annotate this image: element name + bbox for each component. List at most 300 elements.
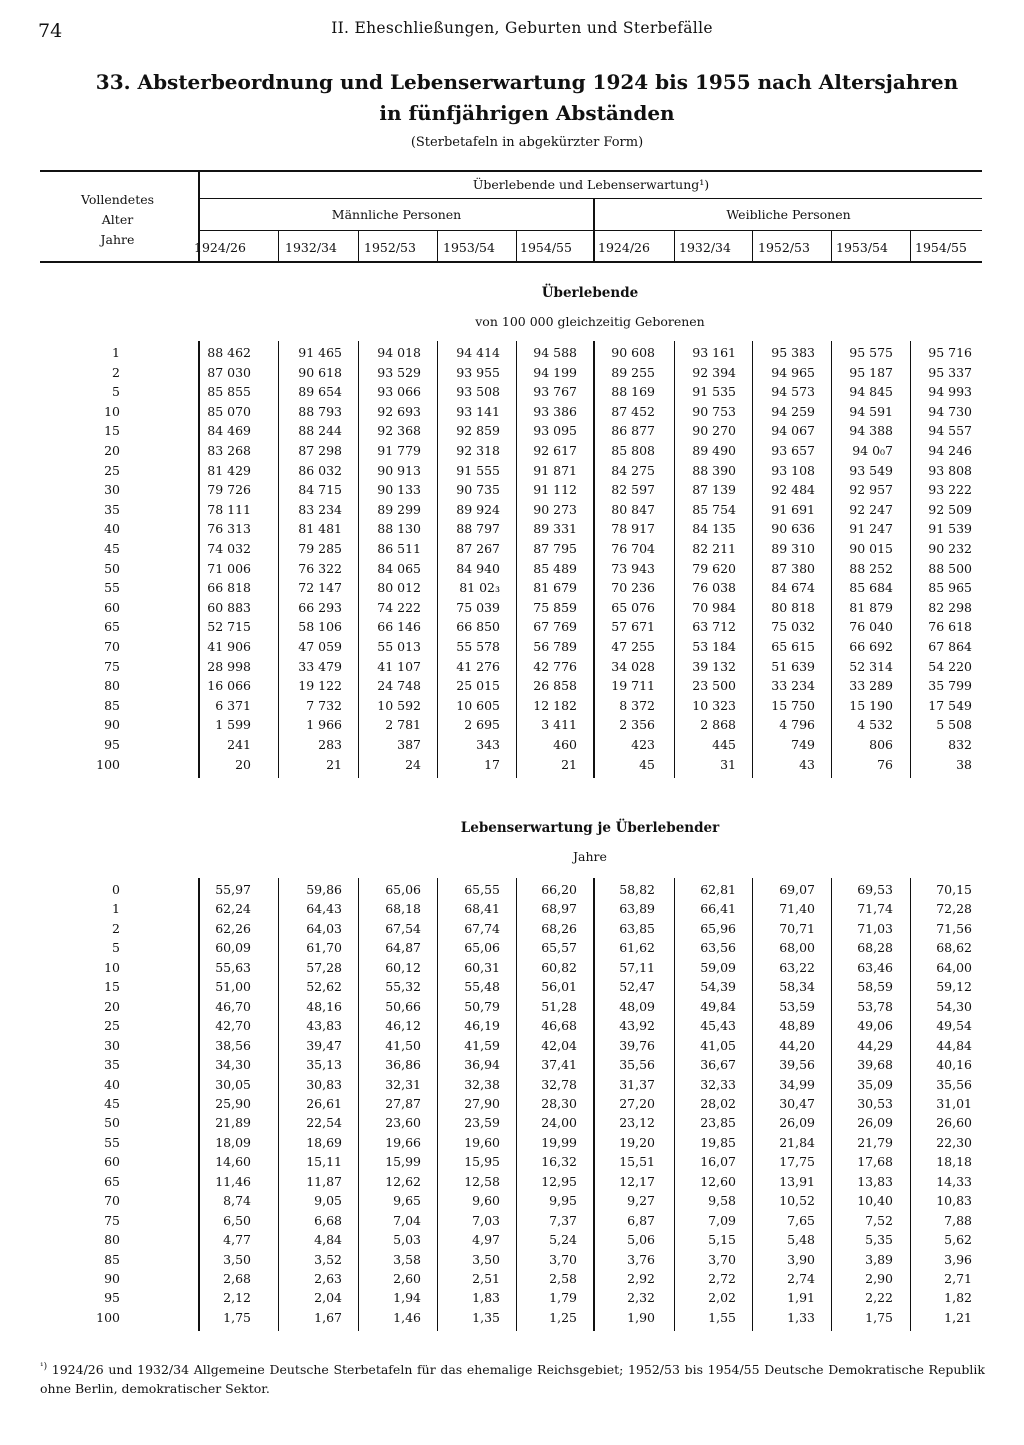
header-top: Überlebende und Lebenserwartung¹) xyxy=(472,177,710,192)
footnote xyxy=(40,1358,985,1398)
age-cell: 10 xyxy=(104,403,120,419)
value-cell: 90 273 xyxy=(533,501,577,517)
age-cell: 40 xyxy=(104,1076,120,1092)
year-header: 1932/34 xyxy=(285,240,337,255)
value-cell: 88 252 xyxy=(849,560,893,576)
age-cell: 2 xyxy=(112,920,120,936)
stub-line-2: Alter xyxy=(101,212,134,227)
value-cell: 10 605 xyxy=(456,697,500,713)
value-cell: 35,56 xyxy=(619,1057,655,1073)
value-cell: 18,18 xyxy=(936,1154,972,1170)
value-cell: 74 032 xyxy=(207,541,251,556)
value-cell: 1,67 xyxy=(314,1309,342,1325)
value-cell: 70,15 xyxy=(936,882,972,897)
value-cell: 79 620 xyxy=(692,560,736,576)
age-cell: 35 xyxy=(104,1057,120,1073)
year-header: 1932/34 xyxy=(679,240,731,255)
value-cell: 2,68 xyxy=(223,1271,251,1286)
value-cell: 35,09 xyxy=(857,1076,893,1092)
value-cell: 85 489 xyxy=(533,560,577,576)
table-row xyxy=(0,999,1024,1019)
table-row xyxy=(0,639,1024,659)
column-separator xyxy=(752,341,753,778)
column-separator xyxy=(674,878,675,1331)
value-cell: 14,60 xyxy=(215,1154,251,1170)
value-cell: 79 726 xyxy=(207,482,251,498)
value-cell: 28,30 xyxy=(541,1095,577,1111)
value-cell: 7 732 xyxy=(306,697,342,713)
value-cell: 90 232 xyxy=(928,541,972,556)
value-cell: 94 573 xyxy=(771,384,815,400)
age-cell: 30 xyxy=(104,1037,120,1053)
age-cell: 65 xyxy=(104,619,120,635)
table-row xyxy=(0,960,1024,980)
value-cell: 85 808 xyxy=(611,443,655,458)
value-cell: 55,97 xyxy=(215,882,251,897)
value-cell: 2 868 xyxy=(700,717,736,733)
value-cell: 59,09 xyxy=(700,959,736,975)
age-cell: 70 xyxy=(104,1193,120,1209)
value-cell: 61,62 xyxy=(619,940,655,956)
value-cell: 5,48 xyxy=(787,1232,815,1248)
value-cell: 19,60 xyxy=(464,1134,500,1150)
age-cell: 65 xyxy=(104,1173,120,1189)
age-cell: 35 xyxy=(104,501,120,517)
value-cell: 55,63 xyxy=(215,959,251,975)
value-cell: 5,15 xyxy=(708,1232,736,1248)
value-cell: 39,76 xyxy=(619,1037,655,1053)
value-cell: 445 xyxy=(712,737,736,752)
value-cell: 19,85 xyxy=(700,1134,736,1150)
value-cell: 2,51 xyxy=(472,1271,500,1286)
value-cell: 71,56 xyxy=(936,920,972,936)
value-cell: 28,02 xyxy=(700,1095,736,1111)
value-cell: 1,33 xyxy=(787,1309,815,1325)
stub-divider xyxy=(198,341,200,778)
footnote-text: 1924/26 und 1932/34 Allgemeine Deutsche Sterbetafeln für das ehemalige Reichsgebiet; 1952/53 bis 1954/55 Deutsche Demokratische Republik ohne Berlin, demokratischer Sektor. xyxy=(40,1362,985,1397)
value-cell: 93 657 xyxy=(771,443,815,458)
value-cell: 45,43 xyxy=(700,1018,736,1034)
value-cell: 94 199 xyxy=(533,364,577,380)
value-cell: 241 xyxy=(227,737,251,752)
value-cell: 68,28 xyxy=(857,940,893,956)
value-cell: 52,47 xyxy=(619,979,655,995)
table-row xyxy=(0,1290,1024,1310)
value-cell: 32,38 xyxy=(464,1076,500,1092)
value-cell: 76 xyxy=(877,756,893,772)
value-cell: 65,06 xyxy=(385,882,421,897)
age-cell: 45 xyxy=(104,541,120,556)
value-cell: 91 555 xyxy=(456,462,500,478)
value-cell: 9,58 xyxy=(708,1193,736,1209)
column-separator xyxy=(516,878,517,1331)
value-cell: 88 500 xyxy=(928,560,972,576)
value-cell: 1,90 xyxy=(627,1309,655,1325)
value-cell: 23 500 xyxy=(692,678,736,694)
value-cell: 85 754 xyxy=(692,501,736,517)
value-cell: 54,30 xyxy=(936,998,972,1014)
value-cell: 3,58 xyxy=(393,1251,421,1267)
age-cell: 75 xyxy=(104,658,120,674)
table-row xyxy=(0,404,1024,424)
value-cell: 72,28 xyxy=(936,901,972,917)
value-cell: 12,60 xyxy=(700,1173,736,1189)
table-row xyxy=(0,384,1024,404)
value-cell: 88 244 xyxy=(298,423,342,439)
value-cell: 91 871 xyxy=(533,462,577,478)
value-cell: 88 130 xyxy=(377,521,421,537)
value-cell: 55 013 xyxy=(377,639,421,654)
year-header: 1953/54 xyxy=(836,240,888,255)
value-cell: 5,03 xyxy=(393,1232,421,1248)
value-cell: 65,55 xyxy=(464,882,500,897)
value-cell: 13,83 xyxy=(857,1173,893,1189)
value-cell: 94 018 xyxy=(377,345,421,360)
value-cell: 66,20 xyxy=(541,882,577,897)
value-cell: 1,75 xyxy=(865,1309,893,1325)
value-cell: 49,06 xyxy=(857,1018,893,1034)
value-cell: 26,60 xyxy=(936,1115,972,1131)
value-cell: 3,70 xyxy=(708,1251,736,1267)
value-cell: 2,90 xyxy=(865,1271,893,1286)
value-cell: 87 030 xyxy=(207,364,251,380)
age-cell: 75 xyxy=(104,1212,120,1228)
year-separator xyxy=(674,231,675,262)
value-cell: 42,70 xyxy=(215,1018,251,1034)
value-cell: 94 067 xyxy=(771,423,815,439)
value-cell: 93 108 xyxy=(771,462,815,478)
value-cell: 7,65 xyxy=(787,1212,815,1228)
value-cell: 84 715 xyxy=(298,482,342,498)
value-cell: 58,59 xyxy=(857,979,893,995)
value-cell: 89 654 xyxy=(298,384,342,400)
value-cell: 41,05 xyxy=(700,1037,736,1053)
value-cell: 88 797 xyxy=(456,521,500,537)
value-cell: 28 998 xyxy=(207,658,251,674)
value-cell: 91 465 xyxy=(298,345,342,360)
value-cell: 2,12 xyxy=(223,1290,251,1306)
value-cell: 85 965 xyxy=(928,580,972,596)
value-cell: 76 618 xyxy=(928,619,972,635)
value-cell: 58 106 xyxy=(298,619,342,635)
stub-line-3: Jahre xyxy=(100,232,135,247)
value-cell: 41 107 xyxy=(377,658,421,674)
age-cell: 5 xyxy=(112,384,120,400)
table-row xyxy=(0,1252,1024,1272)
value-cell: 6,50 xyxy=(223,1212,251,1228)
value-cell: 92 247 xyxy=(849,501,893,517)
value-cell: 63,22 xyxy=(779,959,815,975)
value-cell: 82 211 xyxy=(692,541,736,556)
table-row xyxy=(0,1271,1024,1291)
value-cell: 67 769 xyxy=(533,619,577,635)
value-cell: 3,76 xyxy=(627,1251,655,1267)
age-cell: 20 xyxy=(104,998,120,1014)
header-male: Männliche Personen xyxy=(331,207,462,222)
value-cell: 95 383 xyxy=(771,345,815,360)
value-cell: 43,83 xyxy=(306,1018,342,1034)
value-cell: 43 xyxy=(799,756,815,772)
value-cell: 39,47 xyxy=(306,1037,342,1053)
value-cell: 80 847 xyxy=(611,501,655,517)
value-cell: 52 314 xyxy=(849,658,893,674)
value-cell: 54,39 xyxy=(700,979,736,995)
value-cell: 27,20 xyxy=(619,1095,655,1111)
value-cell: 58,34 xyxy=(779,979,815,995)
value-cell: 87 267 xyxy=(456,541,500,556)
value-cell: 76 038 xyxy=(692,580,736,596)
value-cell: 30,53 xyxy=(857,1095,893,1111)
value-cell: 30,05 xyxy=(215,1076,251,1092)
value-cell: 92 368 xyxy=(377,423,421,439)
value-cell: 27,87 xyxy=(385,1095,421,1111)
value-cell: 79 285 xyxy=(298,541,342,556)
year-separator xyxy=(910,231,911,262)
value-cell: 90 618 xyxy=(298,364,342,380)
age-cell: 85 xyxy=(104,1251,120,1267)
value-cell: 387 xyxy=(397,737,421,752)
value-cell: 88 793 xyxy=(298,403,342,419)
value-cell: 39 132 xyxy=(692,658,736,674)
value-cell: 92 509 xyxy=(928,501,972,517)
value-cell: 94 965 xyxy=(771,364,815,380)
value-cell: 23,60 xyxy=(385,1115,421,1131)
column-separator xyxy=(278,878,279,1331)
age-cell: 80 xyxy=(104,1232,120,1248)
value-cell: 18,69 xyxy=(306,1134,342,1150)
age-cell: 15 xyxy=(104,423,120,439)
value-cell: 92 617 xyxy=(533,443,577,458)
value-cell: 50,79 xyxy=(464,998,500,1014)
value-cell: 1,75 xyxy=(223,1309,251,1325)
value-cell: 46,70 xyxy=(215,998,251,1014)
table-row xyxy=(0,365,1024,385)
value-cell: 71,74 xyxy=(857,901,893,917)
age-cell: 25 xyxy=(104,462,120,478)
table-row xyxy=(0,1193,1024,1213)
value-cell: 73 943 xyxy=(611,560,655,576)
value-cell: 12 182 xyxy=(533,697,577,713)
value-cell: 68,26 xyxy=(541,920,577,936)
value-cell: 94 246 xyxy=(928,443,972,458)
year-header: 1954/55 xyxy=(520,240,572,255)
age-cell: 80 xyxy=(104,678,120,694)
value-cell: 75 039 xyxy=(456,599,500,615)
value-cell: 49,84 xyxy=(700,998,736,1014)
value-cell: 57 671 xyxy=(611,619,655,635)
value-cell: 23,59 xyxy=(464,1115,500,1131)
value-cell: 1,35 xyxy=(472,1309,500,1325)
year-separator xyxy=(831,231,832,262)
value-cell: 19,99 xyxy=(541,1134,577,1150)
value-cell: 39,68 xyxy=(857,1057,893,1073)
table-row xyxy=(0,423,1024,443)
value-cell: 89 299 xyxy=(377,501,421,517)
value-cell: 94 0₀7 xyxy=(852,443,893,458)
value-cell: 7,09 xyxy=(708,1212,736,1228)
sex-divider xyxy=(593,878,595,1331)
value-cell: 2,58 xyxy=(549,1271,577,1286)
value-cell: 1,91 xyxy=(787,1290,815,1306)
value-cell: 34 028 xyxy=(611,658,655,674)
value-cell: 86 877 xyxy=(611,423,655,439)
value-cell: 76 704 xyxy=(611,541,655,556)
value-cell: 71,03 xyxy=(857,920,893,936)
value-cell: 76 322 xyxy=(298,560,342,576)
value-cell: 60,31 xyxy=(464,959,500,975)
value-cell: 4,84 xyxy=(314,1232,342,1248)
age-cell: 70 xyxy=(104,639,120,654)
value-cell: 85 855 xyxy=(207,384,251,400)
value-cell: 19 711 xyxy=(611,678,655,694)
value-cell: 2,60 xyxy=(393,1271,421,1286)
value-cell: 81 429 xyxy=(207,462,251,478)
value-cell: 71 006 xyxy=(207,560,251,576)
value-cell: 44,84 xyxy=(936,1037,972,1053)
value-cell: 32,31 xyxy=(385,1076,421,1092)
value-cell: 34,99 xyxy=(779,1076,815,1092)
value-cell: 93 222 xyxy=(928,482,972,498)
value-cell: 58,82 xyxy=(619,882,655,897)
value-cell: 10,40 xyxy=(857,1193,893,1209)
value-cell: 93 808 xyxy=(928,462,972,478)
value-cell: 37,41 xyxy=(541,1057,577,1073)
value-cell: 15,99 xyxy=(385,1154,421,1170)
stub-line-1: Vollendetes xyxy=(80,192,155,207)
value-cell: 343 xyxy=(476,737,500,752)
value-cell: 11,46 xyxy=(215,1173,251,1189)
age-cell: 25 xyxy=(104,1018,120,1034)
value-cell: 88 169 xyxy=(611,384,655,400)
value-cell: 7,03 xyxy=(472,1212,500,1228)
value-cell: 18,09 xyxy=(215,1134,251,1150)
value-cell: 92 859 xyxy=(456,423,500,439)
age-cell: 20 xyxy=(104,443,120,458)
value-cell: 47 255 xyxy=(611,639,655,654)
age-cell: 55 xyxy=(104,1134,120,1150)
value-cell: 80 012 xyxy=(377,580,421,596)
age-cell: 90 xyxy=(104,1271,120,1286)
value-cell: 26,61 xyxy=(306,1095,342,1111)
value-cell: 94 591 xyxy=(849,403,893,419)
value-cell: 1,55 xyxy=(708,1309,736,1325)
value-cell: 1,83 xyxy=(472,1290,500,1306)
value-cell: 89 310 xyxy=(771,541,815,556)
value-cell: 63,56 xyxy=(700,940,736,956)
value-cell: 10 323 xyxy=(692,697,736,713)
value-cell: 93 955 xyxy=(456,364,500,380)
value-cell: 62,24 xyxy=(215,901,251,917)
value-cell: 11,87 xyxy=(306,1173,342,1189)
value-cell: 94 993 xyxy=(928,384,972,400)
value-cell: 92 394 xyxy=(692,364,736,380)
value-cell: 17,75 xyxy=(779,1154,815,1170)
value-cell: 65 615 xyxy=(771,639,815,654)
age-cell: 100 xyxy=(96,756,120,772)
value-cell: 45 xyxy=(639,756,655,772)
value-cell: 81 481 xyxy=(298,521,342,537)
value-cell: 33 234 xyxy=(771,678,815,694)
value-cell: 22,30 xyxy=(936,1134,972,1150)
value-cell: 92 484 xyxy=(771,482,815,498)
value-cell: 3,70 xyxy=(549,1251,577,1267)
value-cell: 1,46 xyxy=(393,1309,421,1325)
value-cell: 26,09 xyxy=(779,1115,815,1131)
value-cell: 59,86 xyxy=(306,882,342,897)
value-cell: 93 141 xyxy=(456,403,500,419)
value-cell: 21,89 xyxy=(215,1115,251,1131)
value-cell: 4,77 xyxy=(223,1232,251,1248)
value-cell: 62,81 xyxy=(700,882,736,897)
value-cell: 41 906 xyxy=(207,639,251,654)
value-cell: 84 674 xyxy=(771,580,815,596)
value-cell: 46,19 xyxy=(464,1018,500,1034)
column-separator xyxy=(910,341,911,778)
table-row xyxy=(0,921,1024,941)
value-cell: 42 776 xyxy=(533,658,577,674)
value-cell: 91 539 xyxy=(928,521,972,537)
value-cell: 49,54 xyxy=(936,1018,972,1034)
value-cell: 19 122 xyxy=(298,678,342,694)
value-cell: 2 356 xyxy=(619,717,655,733)
year-header: 1952/53 xyxy=(758,240,810,255)
age-cell: 0 xyxy=(112,882,120,897)
age-cell: 30 xyxy=(104,482,120,498)
value-cell: 13,91 xyxy=(779,1173,815,1189)
survivors-title: Überlebende xyxy=(541,285,639,301)
table-row xyxy=(0,619,1024,639)
value-cell: 2,74 xyxy=(787,1271,815,1286)
column-separator xyxy=(831,878,832,1331)
value-cell: 80 818 xyxy=(771,599,815,615)
value-cell: 65,06 xyxy=(464,940,500,956)
value-cell: 8,74 xyxy=(223,1193,251,1209)
value-cell: 85 684 xyxy=(849,580,893,596)
sex-divider xyxy=(593,341,595,778)
column-separator xyxy=(674,341,675,778)
value-cell: 53,78 xyxy=(857,998,893,1014)
column-separator xyxy=(278,341,279,778)
value-cell: 43,92 xyxy=(619,1018,655,1034)
value-cell: 64,03 xyxy=(306,920,342,936)
value-cell: 9,60 xyxy=(472,1193,500,1209)
age-cell: 50 xyxy=(104,560,120,576)
value-cell: 84 135 xyxy=(692,521,736,537)
page-number: 74 xyxy=(38,20,63,42)
value-cell: 63 712 xyxy=(692,619,736,635)
value-cell: 93 386 xyxy=(533,403,577,419)
value-cell: 95 716 xyxy=(928,345,972,360)
value-cell: 1 966 xyxy=(306,717,342,733)
value-cell: 6,68 xyxy=(314,1212,342,1228)
value-cell: 52,62 xyxy=(306,979,342,995)
value-cell: 54 220 xyxy=(928,658,972,674)
value-cell: 40,16 xyxy=(936,1057,972,1073)
value-cell: 86 511 xyxy=(377,541,421,556)
value-cell: 91 779 xyxy=(377,443,421,458)
value-cell: 38 xyxy=(956,756,972,772)
table-row xyxy=(0,1154,1024,1174)
value-cell: 3,52 xyxy=(314,1251,342,1267)
header-bottom-rule xyxy=(40,261,982,263)
value-cell: 87 139 xyxy=(692,482,736,498)
value-cell: 78 111 xyxy=(207,501,251,517)
table-row xyxy=(0,1115,1024,1135)
value-cell: 25 015 xyxy=(456,678,500,694)
value-cell: 48,89 xyxy=(779,1018,815,1034)
value-cell: 41,50 xyxy=(385,1037,421,1053)
value-cell: 31,01 xyxy=(936,1095,972,1111)
